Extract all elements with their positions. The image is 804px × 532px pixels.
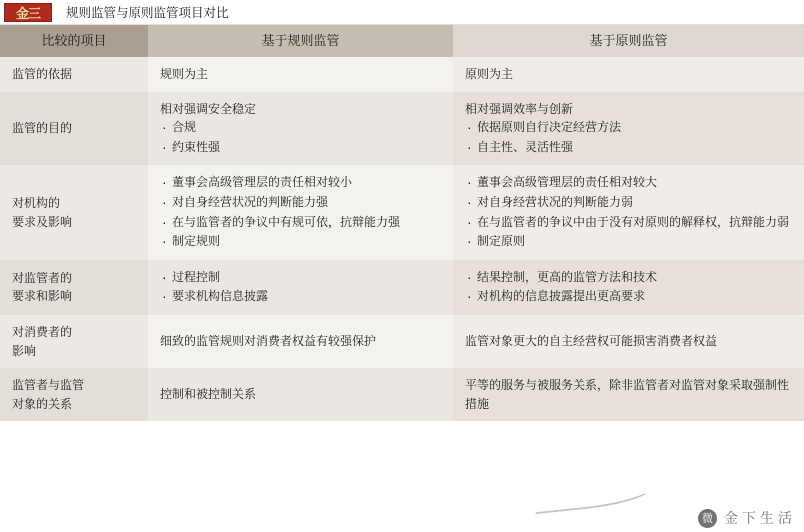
- page-title: 规则监管与原则监管项目对比: [66, 6, 229, 20]
- bullet-item: · 合规: [160, 118, 441, 137]
- bullet-item: · 董事会高级管理层的责任相对较大: [465, 173, 792, 192]
- row-label-line: 对监管者的: [12, 270, 73, 285]
- bullet-item: · 依据原则自行决定经营方法: [465, 118, 792, 137]
- table-header-row: [0, 25, 804, 57]
- row-label: [0, 92, 148, 166]
- bullet-item: · 要求机构信息披露: [160, 287, 441, 306]
- cell-lead-text: 相对强调安全稳定: [160, 101, 257, 116]
- row-label: [0, 260, 148, 315]
- bullet-item: · 过程控制: [160, 268, 441, 287]
- bullet-item: · 在与监管者的争议中有规可依，抗辩能力强: [160, 213, 441, 232]
- row-label: [0, 165, 148, 259]
- column-header-item: 比较的项目: [0, 25, 148, 57]
- bullet-item: · 董事会高级管理层的责任相对较小: [160, 173, 441, 192]
- cell-text: 平等的服务与被服务关系，除非监管者对监管对象采取强制性措施: [465, 378, 790, 411]
- row-label: [0, 57, 148, 92]
- cell-rules: [148, 92, 453, 166]
- bullet-list: [465, 118, 792, 156]
- cell-rules: [148, 368, 453, 421]
- row-label: [0, 315, 148, 368]
- row-label: [0, 368, 148, 421]
- row-label-line: 对机构的: [12, 195, 61, 210]
- watermark-text: 金下生活: [724, 510, 796, 526]
- row-label-line: 要求和影响: [12, 289, 73, 304]
- row-label-line: 监管的目的: [12, 121, 73, 136]
- bullet-item: · 对机构的信息披露提出更高要求: [465, 287, 792, 306]
- column-header-principles: 基于原则监管: [453, 25, 804, 57]
- bullet-list: [465, 173, 792, 250]
- row-label-line: 对象的关系: [12, 396, 73, 411]
- bullet-item: · 结果控制，更高的监管方法和技术: [465, 268, 792, 287]
- bullet-list: [160, 118, 441, 156]
- brand-logo: 金三: [4, 3, 52, 22]
- cell-text: 细致的监管规则对消费者权益有较强保护: [160, 334, 377, 349]
- comparison-table: [0, 25, 804, 421]
- bullet-item: · 制定原则: [465, 232, 792, 251]
- table-row: [0, 368, 804, 421]
- bullet-item: · 制定规则: [160, 232, 441, 251]
- cell-text: 监管对象更大的自主经营权可能损害消费者权益: [465, 334, 718, 349]
- cell-text: 原则为主: [465, 67, 514, 81]
- cell-rules: [148, 315, 453, 368]
- cell-rules: [148, 57, 453, 92]
- bullet-list: [160, 173, 441, 250]
- cell-principles: [453, 315, 804, 368]
- cell-lead-text: 相对强调效率与创新: [465, 101, 574, 116]
- row-label-line: 对消费者的: [12, 324, 73, 339]
- cell-principles: [453, 368, 804, 421]
- bullet-list: [160, 268, 441, 306]
- column-header-rules: 基于规则监管: [148, 25, 453, 57]
- document-header: [0, 0, 804, 25]
- row-label-line: 监管的依据: [12, 67, 73, 81]
- bullet-item: · 在与监管者的争议中由于没有对原则的解释权，抗辩能力弱: [465, 213, 792, 232]
- table-row: [0, 315, 804, 368]
- bullet-list: [465, 268, 792, 306]
- bullet-item: · 自主性、灵活性强: [465, 138, 792, 157]
- cell-rules: [148, 260, 453, 315]
- cell-text: 规则为主: [160, 67, 209, 81]
- row-label-line: 监管者与监管: [12, 378, 85, 393]
- row-label-line: 要求及影响: [12, 214, 73, 229]
- wechat-icon: 微: [698, 509, 717, 528]
- bullet-item: · 对自身经营状况的判断能力强: [160, 193, 441, 212]
- cell-rules: [148, 165, 453, 259]
- watermark-swoosh: [533, 476, 655, 514]
- cell-principles: [453, 165, 804, 259]
- table-row: [0, 260, 804, 315]
- row-label-line: 影响: [12, 343, 37, 358]
- table-row: [0, 92, 804, 166]
- cell-principles: [453, 92, 804, 166]
- cell-text: 控制和被控制关系: [160, 387, 257, 402]
- cell-principles: [453, 260, 804, 315]
- bullet-item: · 对自身经营状况的判断能力弱: [465, 193, 792, 212]
- table-row: [0, 57, 804, 92]
- bullet-item: · 约束性强: [160, 138, 441, 157]
- cell-principles: [453, 57, 804, 92]
- watermark: [698, 508, 796, 528]
- table-row: [0, 165, 804, 259]
